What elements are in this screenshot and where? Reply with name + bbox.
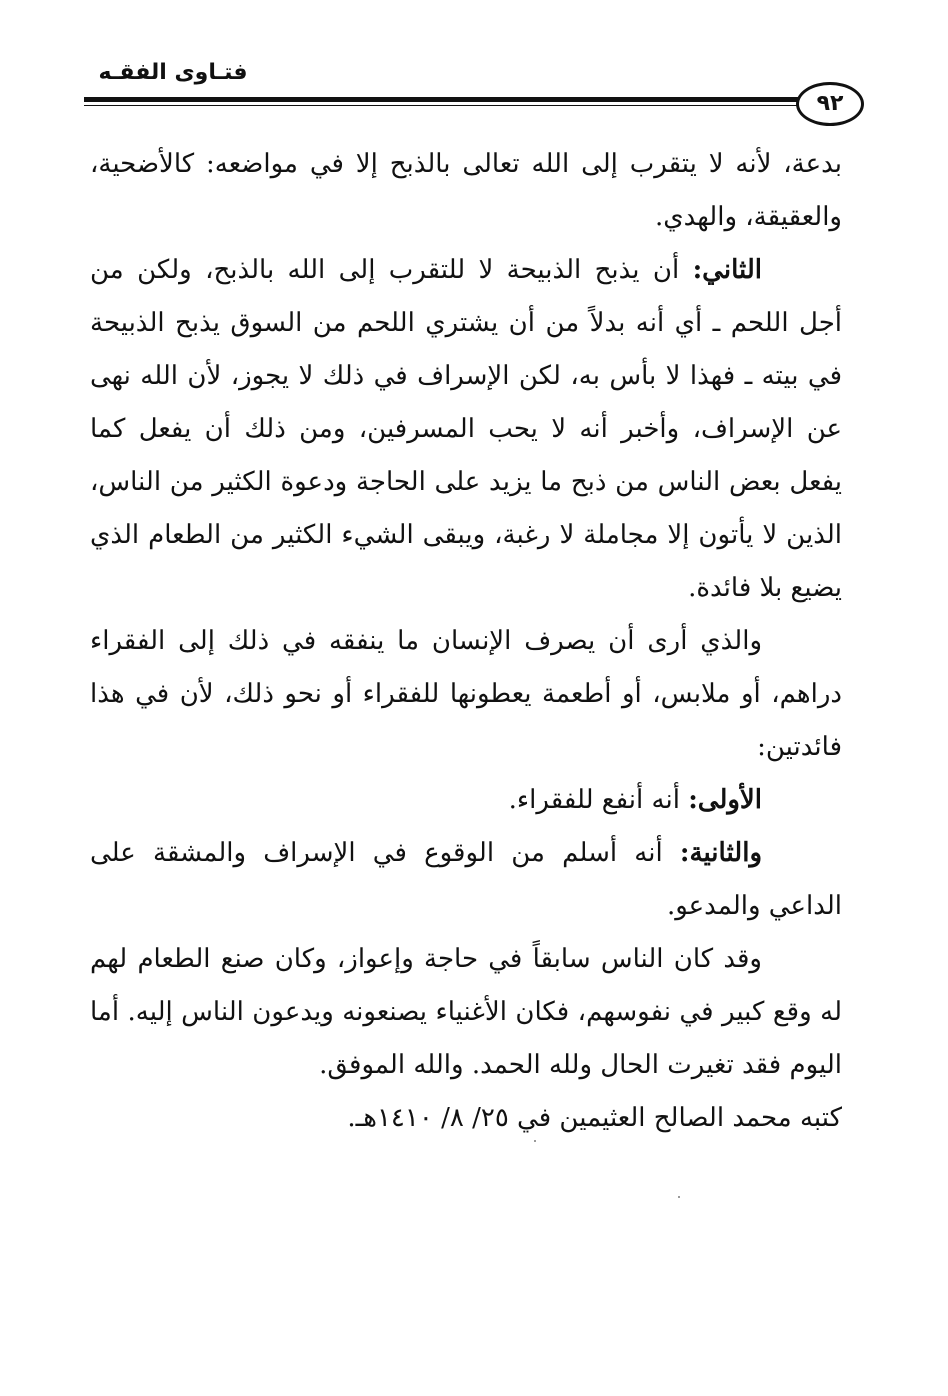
paragraph-2 xyxy=(90,244,842,615)
paragraph-4-text: أنه أنفع للفقراء. xyxy=(508,785,689,815)
paragraph-5-lead: والثانية: xyxy=(679,838,762,868)
paragraph-2-lead: الثاني: xyxy=(692,255,762,285)
paragraph-5 xyxy=(90,827,842,933)
body-text xyxy=(90,138,842,1145)
paragraph-2-text: أن يذبح الذبيحة لا للتقرب إلى الله بالذبح، ولكن من أجل اللحم ـ أي أنه بدلاً من أن يشتري اللحم من السوق يذبح الذبيحة في بيته ـ فهذا لا بأس به، لكن الإسراف في ذلك لا يجوز، لأن الله نهى عن الإسراف، وأخبر أنه لا يحب المسرفين، ومن ذلك أن يفعل كما يفعل بعض الناس من ذبح ما يزيد على الحاجة ودعوة الكثير من الناس، الذين لا يأتون إلا مجاملة لا رغبة، ويبقى الشيء الكثير من الطعام الذي يضيع بلا فائدة. xyxy=(90,255,842,603)
page-number-badge: ٩٢ xyxy=(796,82,864,126)
header-rule xyxy=(84,97,820,102)
paragraph-5-text: أنه أسلم من الوقوع في الإسراف والمشقة على الداعي والمدعو. xyxy=(90,838,842,921)
header-rule-thin xyxy=(84,105,820,106)
paragraph-6: وقد كان الناس سابقاً في حاجة وإعواز، وكان صنع الطعام لهم له وقع كبير في نفوسهم، فكان الأغنياء يصنعونه ويدعون الناس إليه. أما اليوم فقد تغيرت الحال ولله الحمد. والله الموفق. xyxy=(90,944,842,1080)
paragraph-3: والذي أرى أن يصرف الإنسان ما ينفقه في ذلك إلى الفقراء دراهم، أو ملابس، أو أطعمة يعطونها للفقراء أو نحو ذلك، لأن في هذا فائدتين: xyxy=(90,626,842,762)
scan-speck xyxy=(534,1140,536,1142)
running-title: فتـاوى الفقـه xyxy=(98,60,248,85)
paragraph-4-lead: الأولى: xyxy=(688,785,762,815)
signature-line: كتبه محمد الصالح العثيمين في ٢٥/ ٨/ ١٤١٠هـ. xyxy=(347,1103,842,1133)
paragraph-1: بدعة، لأنه لا يتقرب إلى الله تعالى بالذبح إلا في مواضعه: كالأضحية، والعقيقة، والهدي. xyxy=(90,149,842,232)
paragraph-4 xyxy=(90,774,842,827)
scan-speck xyxy=(678,1196,680,1198)
